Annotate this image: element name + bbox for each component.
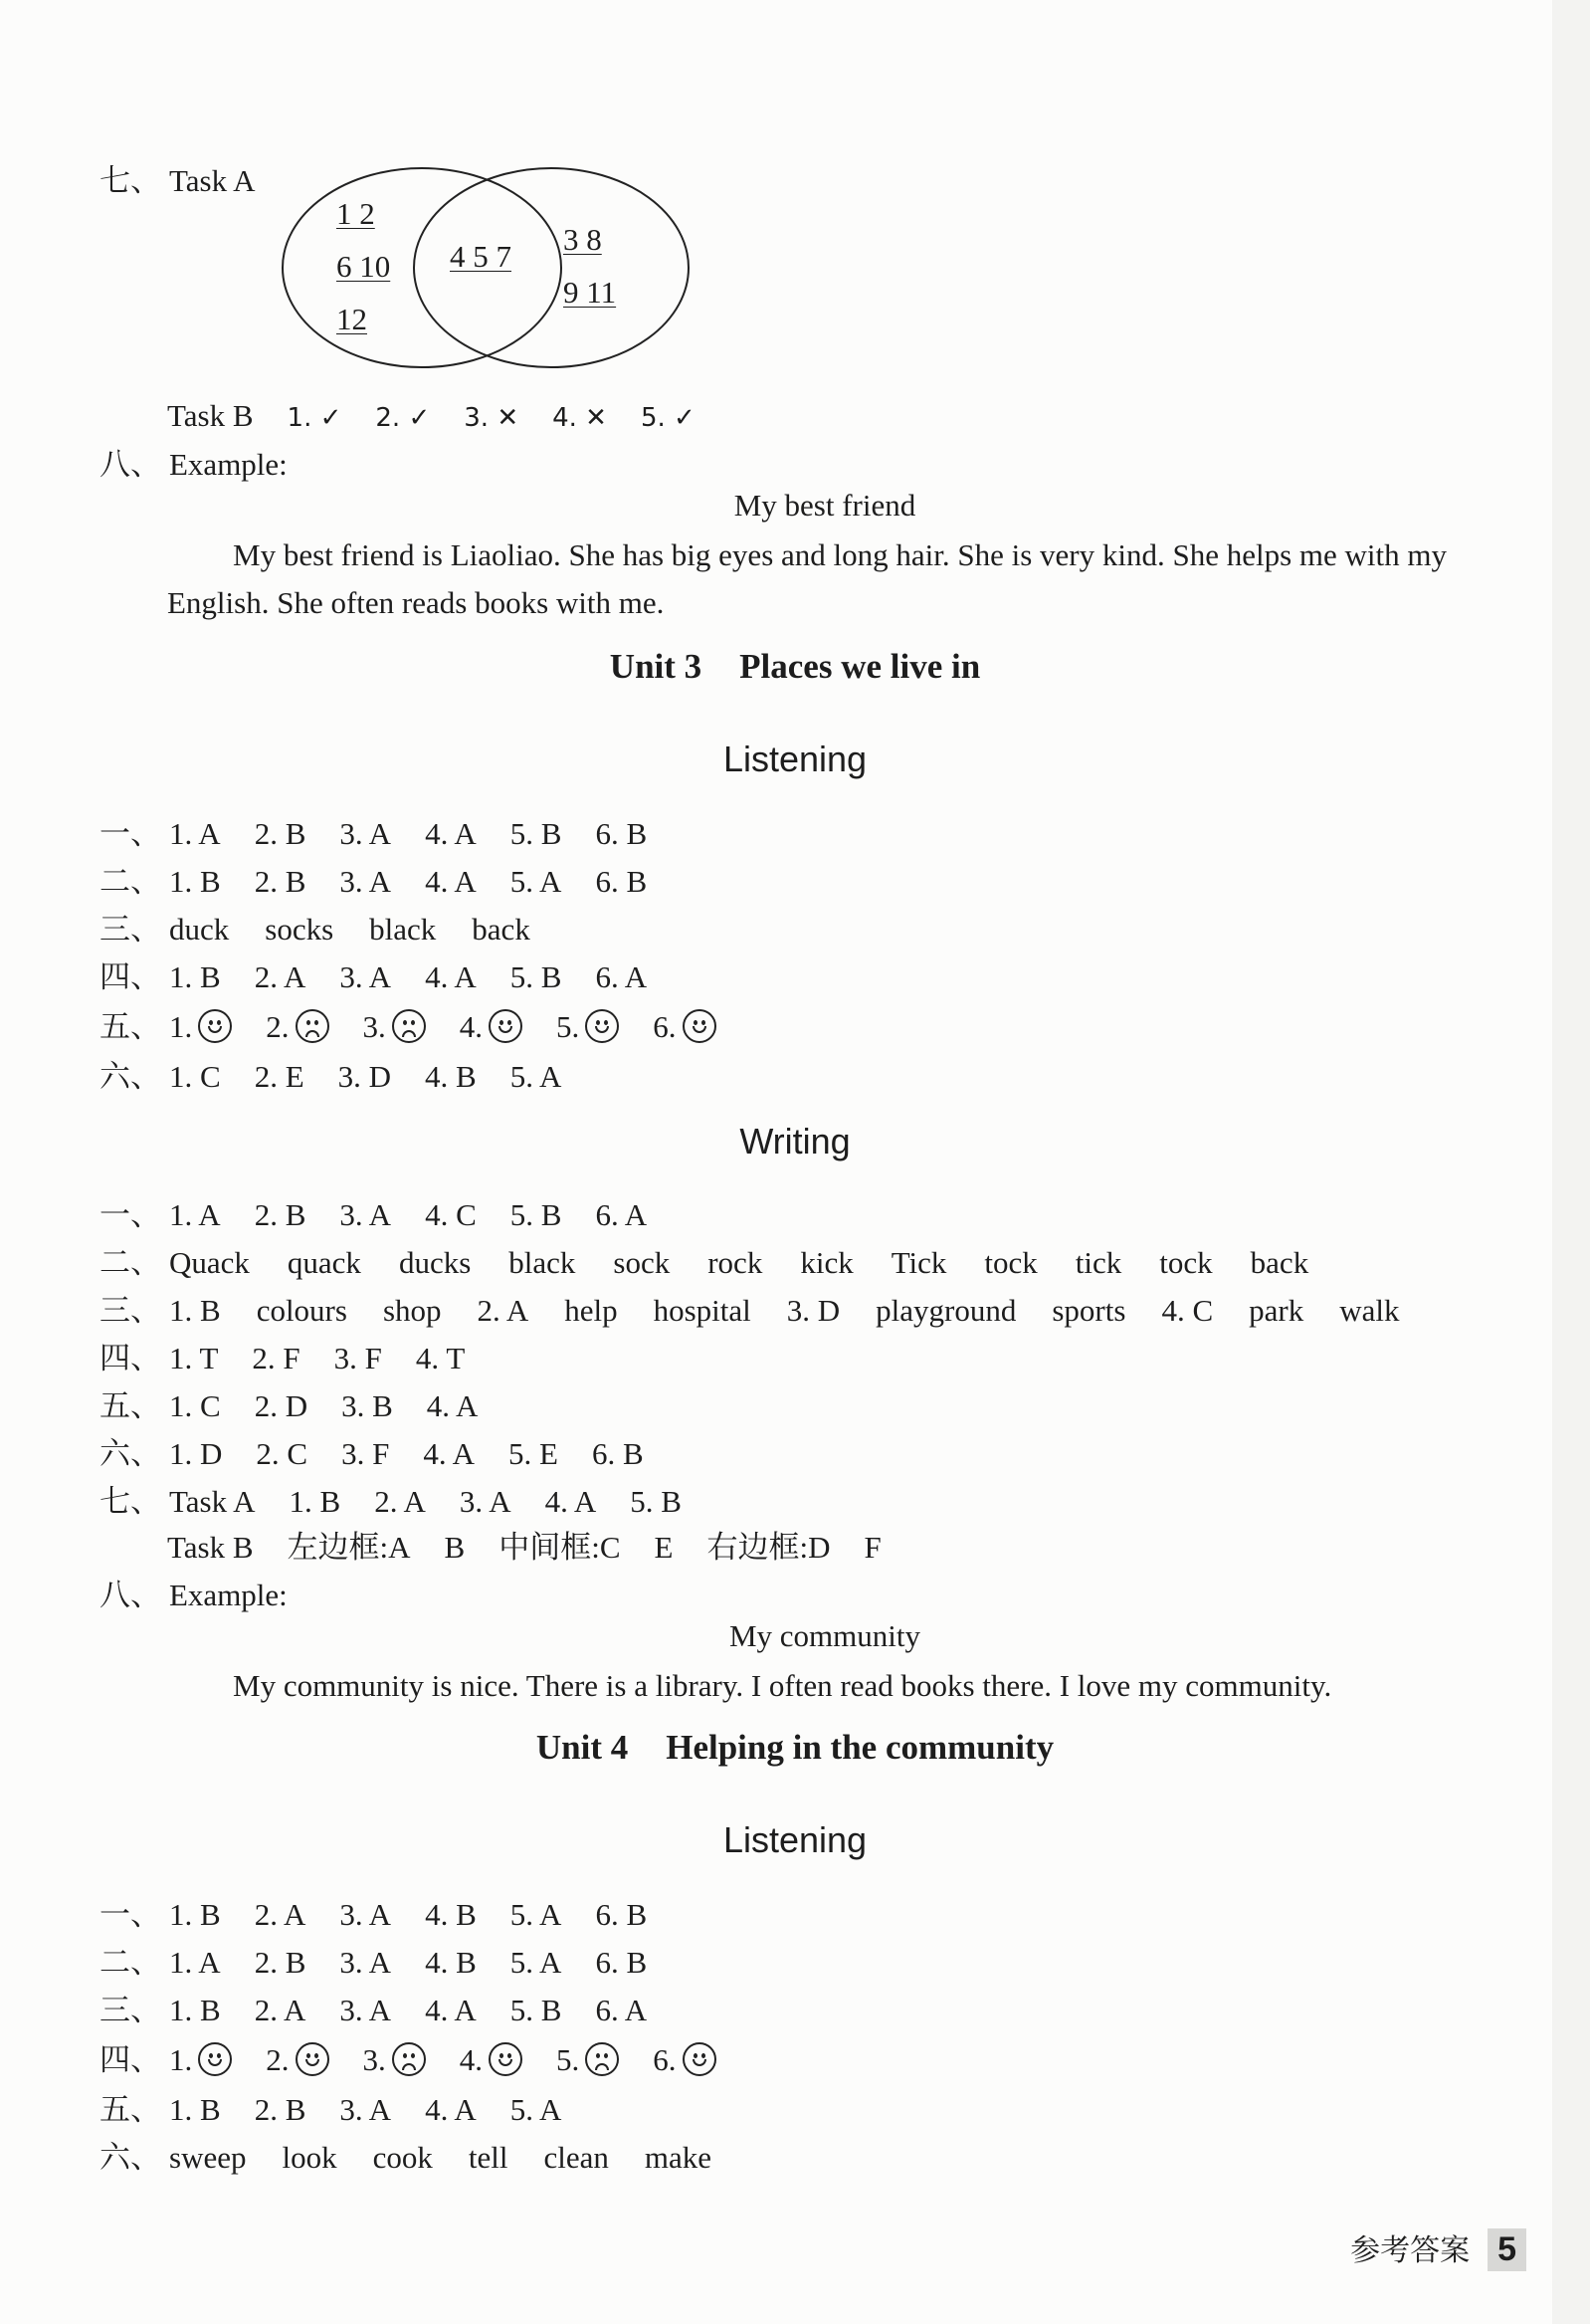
- answer-row: [99, 1241, 1308, 1285]
- task-b-label: Task B: [167, 398, 254, 433]
- question-label: 一、: [99, 1197, 161, 1232]
- answer-item: 2. A: [254, 959, 306, 994]
- question-label: 二、: [99, 1245, 161, 1280]
- task-b-line: [167, 1526, 915, 1570]
- venn-value: 6 10: [336, 249, 391, 284]
- smiley-face-icon: [198, 2042, 232, 2076]
- question-label: 五、: [99, 2092, 161, 2127]
- answer-item: 2. A: [254, 1897, 306, 1932]
- answer-item: 1. T: [169, 1341, 219, 1375]
- answer-item: 2. F: [252, 1341, 300, 1375]
- answer-item: 2. C: [256, 1436, 308, 1471]
- answer-item: 4. ✕: [552, 403, 607, 433]
- question-label: 三、: [99, 1293, 161, 1328]
- answer-item: 2. E: [254, 1059, 304, 1094]
- answer-word: sports: [1052, 1293, 1126, 1328]
- answer-item: 5. ✓: [640, 403, 696, 433]
- answer-word: look: [282, 2140, 337, 2175]
- answer-word: rock: [707, 1245, 763, 1280]
- task-a-label: Task A: [169, 1484, 256, 1519]
- face-number: 2.: [266, 2042, 290, 2077]
- essay-title: My best friend: [733, 488, 916, 523]
- answer-item: 2. B: [254, 1197, 306, 1232]
- answer-item: 中间框:C: [498, 1530, 621, 1565]
- answer-item: 2. B: [254, 2092, 306, 2127]
- answer-item: 3. F: [341, 1436, 390, 1471]
- smiley-face-icon: [489, 1009, 522, 1043]
- answer-row: [99, 1337, 498, 1380]
- answer-item: 3. D: [786, 1293, 841, 1328]
- answer-item: 左边框:A: [287, 1530, 411, 1565]
- answer-item: 4. C: [425, 1197, 477, 1232]
- answer-item: 右边框:D: [706, 1530, 831, 1565]
- smiley-face-icon: [683, 1009, 716, 1043]
- question-label: 二、: [99, 1945, 161, 1980]
- venn-value: 3 8: [563, 222, 602, 257]
- answer-item: 3. A: [339, 1993, 392, 2027]
- answer-item: 5. B: [509, 1197, 562, 1232]
- question-label: 二、: [99, 864, 161, 899]
- sad-face-icon: [392, 2042, 426, 2076]
- answer-item: 3. A: [339, 816, 392, 851]
- answer-item: 4. B: [425, 1059, 477, 1094]
- answer-item: 4. A: [425, 2092, 477, 2127]
- answer-item: 5. A: [509, 1897, 562, 1932]
- venn-right-values: [563, 213, 616, 318]
- answer-item: 5. E: [508, 1436, 558, 1471]
- answer-item: 1. A: [169, 1945, 221, 1980]
- question-label: 三、: [99, 912, 161, 947]
- essay-paragraph: My community is nice. There is a library. I often read books there. I love my community.: [233, 1668, 1332, 1703]
- question-label: 六、: [99, 1436, 161, 1471]
- unit-title: Places we live in: [739, 647, 981, 686]
- answer-word: quack: [287, 1245, 361, 1280]
- face-number: 6.: [653, 1009, 677, 1044]
- answer-item: 4. B: [425, 1897, 477, 1932]
- answer-word: tell: [468, 2140, 508, 2175]
- question-label: 八、: [99, 447, 161, 482]
- example-label: Example:: [169, 1578, 288, 1612]
- answer-item: 5. B: [509, 816, 562, 851]
- answer-row: [99, 1480, 715, 1524]
- answer-word: walk: [1339, 1293, 1400, 1328]
- unit-title: Helping in the community: [666, 1728, 1055, 1767]
- answer-word: hospital: [653, 1293, 751, 1328]
- answer-item: 4. C: [1161, 1293, 1214, 1328]
- answer-item: 4. T: [415, 1341, 466, 1375]
- answer-row: [99, 1989, 681, 2032]
- answer-row: [99, 2136, 747, 2180]
- answer-item: 3. D: [337, 1059, 392, 1094]
- answer-item: 2. A: [254, 1993, 306, 2027]
- venn-middle-values: 4 5 7: [450, 239, 511, 274]
- answer-item: 4. A: [544, 1484, 597, 1519]
- answer-item: 2. B: [254, 864, 306, 899]
- answer-item: 5. A: [509, 1945, 562, 1980]
- answer-row: [99, 812, 681, 856]
- page-footer: [1350, 2225, 1526, 2271]
- sad-face-icon: [296, 1009, 329, 1043]
- question-label: 三、: [99, 1993, 161, 2027]
- answer-item: 5. B: [630, 1484, 682, 1519]
- answer-item: 2. A: [374, 1484, 426, 1519]
- question-label: 七、: [99, 1484, 161, 1519]
- answer-word: back: [1250, 1245, 1309, 1280]
- task-b-line: [167, 394, 729, 440]
- answer-word: sock: [613, 1245, 671, 1280]
- answer-item: 1. B: [169, 1897, 221, 1932]
- sad-face-icon: [585, 2042, 619, 2076]
- answer-item: 6. B: [595, 1897, 648, 1932]
- answer-item: 3. F: [333, 1341, 382, 1375]
- answer-word: duck: [169, 912, 230, 947]
- answer-word: tock: [984, 1245, 1038, 1280]
- answer-item: 6. B: [591, 1436, 644, 1471]
- answer-item: 1. ✓: [287, 403, 342, 433]
- answer-word: tock: [1159, 1245, 1213, 1280]
- answer-item: B: [444, 1530, 466, 1565]
- unit-3-writing-heading: Writing: [739, 1121, 851, 1162]
- answer-item: 3. A: [459, 1484, 511, 1519]
- smiley-face-icon: [296, 2042, 329, 2076]
- smiley-face-icon: [198, 1009, 232, 1043]
- smiley-face-icon: [585, 1009, 619, 1043]
- face-number: 3.: [362, 1009, 386, 1044]
- answer-row: [99, 1289, 1399, 1333]
- answer-row: [99, 1384, 511, 1428]
- answer-item: 6. A: [595, 1993, 648, 2027]
- unit-4-heading: [0, 1728, 1590, 1768]
- face-number: 3.: [362, 2042, 386, 2077]
- question-label: 八、: [99, 1578, 161, 1612]
- q8-example-line: [99, 1574, 288, 1617]
- answer-word: Tick: [891, 1245, 947, 1280]
- answer-word: shop: [382, 1293, 442, 1328]
- q7-task-a-line: [99, 159, 256, 203]
- venn-left-circle: [283, 168, 561, 367]
- answer-item: 3. A: [339, 864, 392, 899]
- answer-item: 2. ✓: [375, 403, 431, 433]
- answer-item: F: [864, 1530, 882, 1565]
- answer-row: [99, 908, 566, 951]
- answer-item: 4. B: [425, 1945, 477, 1980]
- venn-value: 1 2: [336, 196, 375, 231]
- answer-word: Quack: [169, 1245, 250, 1280]
- example-label: Example:: [169, 447, 288, 482]
- page-number: 5: [1488, 2228, 1526, 2271]
- answer-item: 6. B: [595, 816, 648, 851]
- answer-item: 1. A: [169, 816, 221, 851]
- answer-word: park: [1249, 1293, 1304, 1328]
- answer-item: 3. A: [339, 1197, 392, 1232]
- question-label: 五、: [99, 1009, 161, 1044]
- face-number: 4.: [459, 1009, 483, 1044]
- venn-left-values: [336, 187, 390, 345]
- essay-text: My best friend is Liaoliao. She has big eyes and long hair. She is very kind. She helps me with my English. She often reads books with me.: [167, 537, 1448, 620]
- answer-item: 2. D: [254, 1388, 308, 1423]
- unit-3-listening-heading: Listening: [722, 739, 868, 779]
- sad-face-icon: [392, 1009, 426, 1043]
- answer-item: 4. A: [425, 1993, 477, 2027]
- answer-item: 1. B: [169, 864, 221, 899]
- answer-item: 4. A: [426, 1388, 479, 1423]
- answer-item: 1. C: [169, 1059, 221, 1094]
- answer-item: 5. B: [509, 1993, 562, 2027]
- answer-item: 5. A: [509, 1059, 562, 1094]
- task-b-label: Task B: [167, 1530, 254, 1565]
- answer-item: 2. A: [477, 1293, 529, 1328]
- answer-item: 6. B: [595, 864, 648, 899]
- answer-item: 1. D: [169, 1436, 223, 1471]
- question-label: 四、: [99, 2042, 161, 2077]
- answer-word: help: [564, 1293, 618, 1328]
- answer-word: colours: [256, 1293, 347, 1328]
- answer-row: [99, 1055, 595, 1099]
- answer-row: [99, 2088, 595, 2132]
- face-number: 1.: [169, 2042, 193, 2077]
- answer-item: 5. A: [509, 864, 562, 899]
- answer-item: 1. B: [169, 959, 221, 994]
- answer-item: 1. B: [169, 1993, 221, 2027]
- face-number: 5.: [556, 2042, 580, 2077]
- answer-item: E: [654, 1530, 674, 1565]
- face-number: 4.: [459, 2042, 483, 2077]
- question-label: 七、: [99, 163, 161, 198]
- answer-item: 3. ✕: [464, 403, 519, 433]
- unit-4-listening-heading: Listening: [722, 1819, 868, 1860]
- face-number: 2.: [266, 1009, 290, 1044]
- answer-word: black: [508, 1245, 576, 1280]
- smiley-face-icon: [683, 2042, 716, 2076]
- venn-value: 9 11: [563, 275, 617, 310]
- answer-word: sweep: [169, 2140, 247, 2175]
- answer-item: 2. B: [254, 816, 306, 851]
- answer-item: 3. A: [339, 1945, 392, 1980]
- task-a-label: Task A: [169, 163, 256, 198]
- answer-word: clean: [543, 2140, 609, 2175]
- answer-word: back: [472, 912, 530, 947]
- answer-word: playground: [876, 1293, 1017, 1328]
- answer-item: 4. A: [425, 816, 477, 851]
- answer-item: 6. A: [595, 959, 648, 994]
- face-number: 1.: [169, 1009, 193, 1044]
- question-label: 一、: [99, 1897, 161, 1932]
- answer-item: 1. A: [169, 1197, 221, 1232]
- q8-example-line: [99, 443, 288, 487]
- answer-word: socks: [265, 912, 334, 947]
- answer-item: 1. C: [169, 1388, 221, 1423]
- answer-item: 5. B: [509, 959, 562, 994]
- question-label: 四、: [99, 1341, 161, 1375]
- answer-word: black: [369, 912, 437, 947]
- answer-item: 6. A: [595, 1197, 648, 1232]
- answer-item: 1. B: [289, 1484, 341, 1519]
- essay-paragraph: [167, 531, 1467, 627]
- answer-row: [99, 860, 681, 904]
- answer-item: 1. B: [169, 1293, 221, 1328]
- answer-item: 4. A: [425, 959, 477, 994]
- answer-item: 3. A: [339, 1897, 392, 1932]
- answer-item: 3. B: [341, 1388, 393, 1423]
- question-label: 四、: [99, 959, 161, 994]
- answer-word: ducks: [398, 1245, 472, 1280]
- answer-item: 3. A: [339, 2092, 392, 2127]
- answer-row: [99, 1941, 681, 1985]
- essay-title: My community: [728, 1618, 921, 1653]
- answer-item: 3. A: [339, 959, 392, 994]
- answer-item: 1. B: [169, 2092, 221, 2127]
- answer-row: [99, 1432, 678, 1476]
- question-label: 六、: [99, 2140, 161, 2175]
- question-label: 五、: [99, 1388, 161, 1423]
- face-number: 6.: [653, 2042, 677, 2077]
- answer-word: tick: [1075, 1245, 1122, 1280]
- answer-item: 4. A: [425, 864, 477, 899]
- answer-row: [99, 955, 681, 999]
- faces-row: [99, 1005, 750, 1049]
- answer-item: 2. B: [254, 1945, 306, 1980]
- answer-word: make: [644, 2140, 712, 2175]
- unit-3-heading: [0, 647, 1590, 687]
- answer-item: 4. A: [423, 1436, 476, 1471]
- answer-word: kick: [800, 1245, 854, 1280]
- footer-caption: 参考答案: [1350, 2234, 1471, 2267]
- face-number: 5.: [556, 1009, 580, 1044]
- faces-row: [99, 2038, 750, 2082]
- question-label: 六、: [99, 1059, 161, 1094]
- unit-number: Unit 4: [535, 1728, 629, 1767]
- smiley-face-icon: [489, 2042, 522, 2076]
- answer-item: 6. B: [595, 1945, 648, 1980]
- answer-row: [99, 1193, 681, 1237]
- answer-row: [99, 1893, 681, 1937]
- answer-word: cook: [372, 2140, 433, 2175]
- question-label: 一、: [99, 816, 161, 851]
- answer-item: 5. A: [509, 2092, 562, 2127]
- unit-number: Unit 3: [609, 647, 702, 686]
- venn-value: 12: [336, 302, 367, 336]
